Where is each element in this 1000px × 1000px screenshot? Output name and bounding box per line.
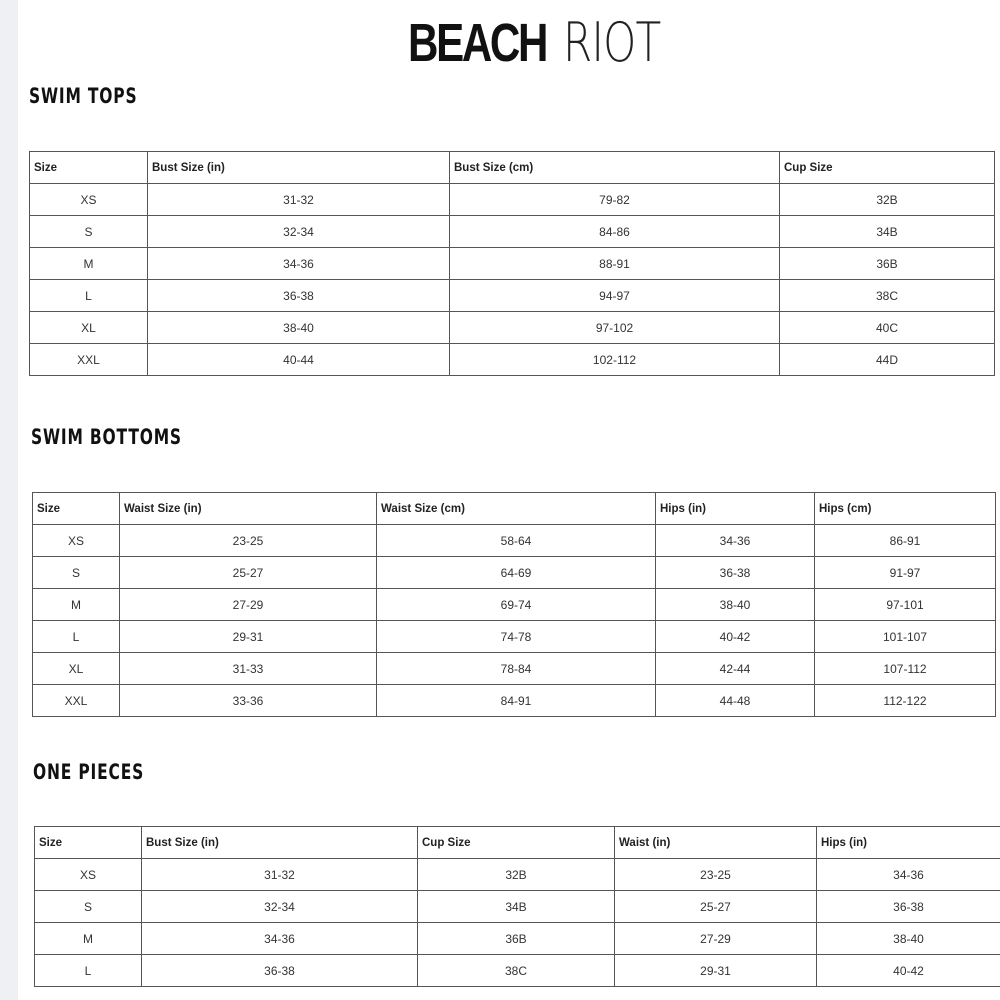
column-header: Waist (in) (615, 827, 817, 859)
table-header-row (30, 152, 995, 184)
table-cell: 40C (780, 312, 995, 344)
table-cell: XS (30, 184, 148, 216)
table-row (30, 280, 995, 312)
table-cell: 23-25 (615, 859, 817, 891)
table-cell: XXL (33, 685, 120, 717)
table-cell: 32B (418, 859, 615, 891)
table-cell: 97-101 (815, 589, 996, 621)
table-row (33, 557, 996, 589)
table-cell: 32-34 (142, 891, 418, 923)
table-cell: 27-29 (120, 589, 377, 621)
left-page-margin (0, 0, 18, 1000)
table-cell: 29-31 (615, 955, 817, 987)
brand-logo-bold-text: BEACH (408, 13, 547, 73)
table-cell: 31-33 (120, 653, 377, 685)
table-cell: 74-78 (377, 621, 656, 653)
table-cell: 86-91 (815, 525, 996, 557)
table-cell: 34-36 (656, 525, 815, 557)
table-cell: M (35, 923, 142, 955)
table-cell: 64-69 (377, 557, 656, 589)
table-cell: 33-36 (120, 685, 377, 717)
table-cell: XS (33, 525, 120, 557)
table-row (33, 653, 996, 685)
table-cell: 69-74 (377, 589, 656, 621)
table-cell: 44D (780, 344, 995, 376)
table-cell: 79-82 (450, 184, 780, 216)
column-header: Bust Size (cm) (450, 152, 780, 184)
column-header: Size (30, 152, 148, 184)
table-cell: 84-91 (377, 685, 656, 717)
table-cell: XL (33, 653, 120, 685)
column-header: Bust Size (in) (148, 152, 450, 184)
table-cell: 34-36 (817, 859, 1000, 891)
column-header: Cup Size (418, 827, 615, 859)
table-cell: 88-91 (450, 248, 780, 280)
table-cell: 112-122 (815, 685, 996, 717)
table-cell: 34-36 (142, 923, 418, 955)
table-cell: L (30, 280, 148, 312)
table-cell: 25-27 (120, 557, 377, 589)
table-cell: 40-42 (817, 955, 1000, 987)
table-cell: 58-64 (377, 525, 656, 557)
table-row (33, 589, 996, 621)
table-row (30, 248, 995, 280)
table-cell: 36-38 (817, 891, 1000, 923)
table-cell: 34B (780, 216, 995, 248)
table-row (33, 685, 996, 717)
column-header: Hips (cm) (815, 493, 996, 525)
table-cell: 31-32 (142, 859, 418, 891)
table-cell: 31-32 (148, 184, 450, 216)
table-cell: 38C (780, 280, 995, 312)
column-header: Waist Size (in) (120, 493, 377, 525)
table-cell: 107-112 (815, 653, 996, 685)
table-cell: 36B (780, 248, 995, 280)
table-cell: 84-86 (450, 216, 780, 248)
table-cell: 40-42 (656, 621, 815, 653)
table-cell: 29-31 (120, 621, 377, 653)
table-cell: 38-40 (656, 589, 815, 621)
table-cell: XS (35, 859, 142, 891)
table-cell: 38C (418, 955, 615, 987)
swim-tops-title: SWIM TOPS (29, 84, 138, 108)
table-cell: S (33, 557, 120, 589)
table-cell: S (35, 891, 142, 923)
column-header: Waist Size (cm) (377, 493, 656, 525)
one-pieces-title: ONE PIECES (33, 760, 145, 784)
table-row (35, 859, 1000, 891)
table-row (35, 891, 1000, 923)
swim-bottoms-table (32, 492, 996, 717)
table-cell: 34-36 (148, 248, 450, 280)
table-header-row (33, 493, 996, 525)
table-row (30, 312, 995, 344)
table-cell: M (30, 248, 148, 280)
table-row (35, 955, 1000, 987)
table-cell: 42-44 (656, 653, 815, 685)
swim-bottoms-title: SWIM BOTTOMS (31, 425, 182, 449)
table-row (33, 621, 996, 653)
table-cell: 27-29 (615, 923, 817, 955)
brand-logo-thin-text: RIOT (563, 11, 661, 74)
table-cell: 97-102 (450, 312, 780, 344)
table-cell: 78-84 (377, 653, 656, 685)
table-cell: 36-38 (148, 280, 450, 312)
table-row (33, 525, 996, 557)
table-row (30, 344, 995, 376)
one-pieces-table (34, 826, 1000, 987)
table-cell: 34B (418, 891, 615, 923)
table-cell: 25-27 (615, 891, 817, 923)
column-header: Size (35, 827, 142, 859)
table-cell: XXL (30, 344, 148, 376)
table-cell: 101-107 (815, 621, 996, 653)
table-cell: 36-38 (142, 955, 418, 987)
table-cell: 38-40 (817, 923, 1000, 955)
swim-tops-table (29, 151, 995, 376)
table-cell: S (30, 216, 148, 248)
table-cell: 32-34 (148, 216, 450, 248)
table-row (30, 216, 995, 248)
table-row (30, 184, 995, 216)
table-cell: 23-25 (120, 525, 377, 557)
table-cell: 36B (418, 923, 615, 955)
table-cell: 38-40 (148, 312, 450, 344)
table-header-row (35, 827, 1000, 859)
table-cell: M (33, 589, 120, 621)
table-cell: 102-112 (450, 344, 780, 376)
column-header: Size (33, 493, 120, 525)
table-cell: 91-97 (815, 557, 996, 589)
table-row (35, 923, 1000, 955)
column-header: Cup Size (780, 152, 995, 184)
table-cell: L (35, 955, 142, 987)
table-cell: 94-97 (450, 280, 780, 312)
table-cell: 36-38 (656, 557, 815, 589)
table-cell: 40-44 (148, 344, 450, 376)
brand-logo (408, 11, 688, 74)
table-cell: 44-48 (656, 685, 815, 717)
table-cell: 32B (780, 184, 995, 216)
column-header: Hips (in) (656, 493, 815, 525)
table-cell: L (33, 621, 120, 653)
table-cell: XL (30, 312, 148, 344)
column-header: Bust Size (in) (142, 827, 418, 859)
column-header: Hips (in) (817, 827, 1000, 859)
